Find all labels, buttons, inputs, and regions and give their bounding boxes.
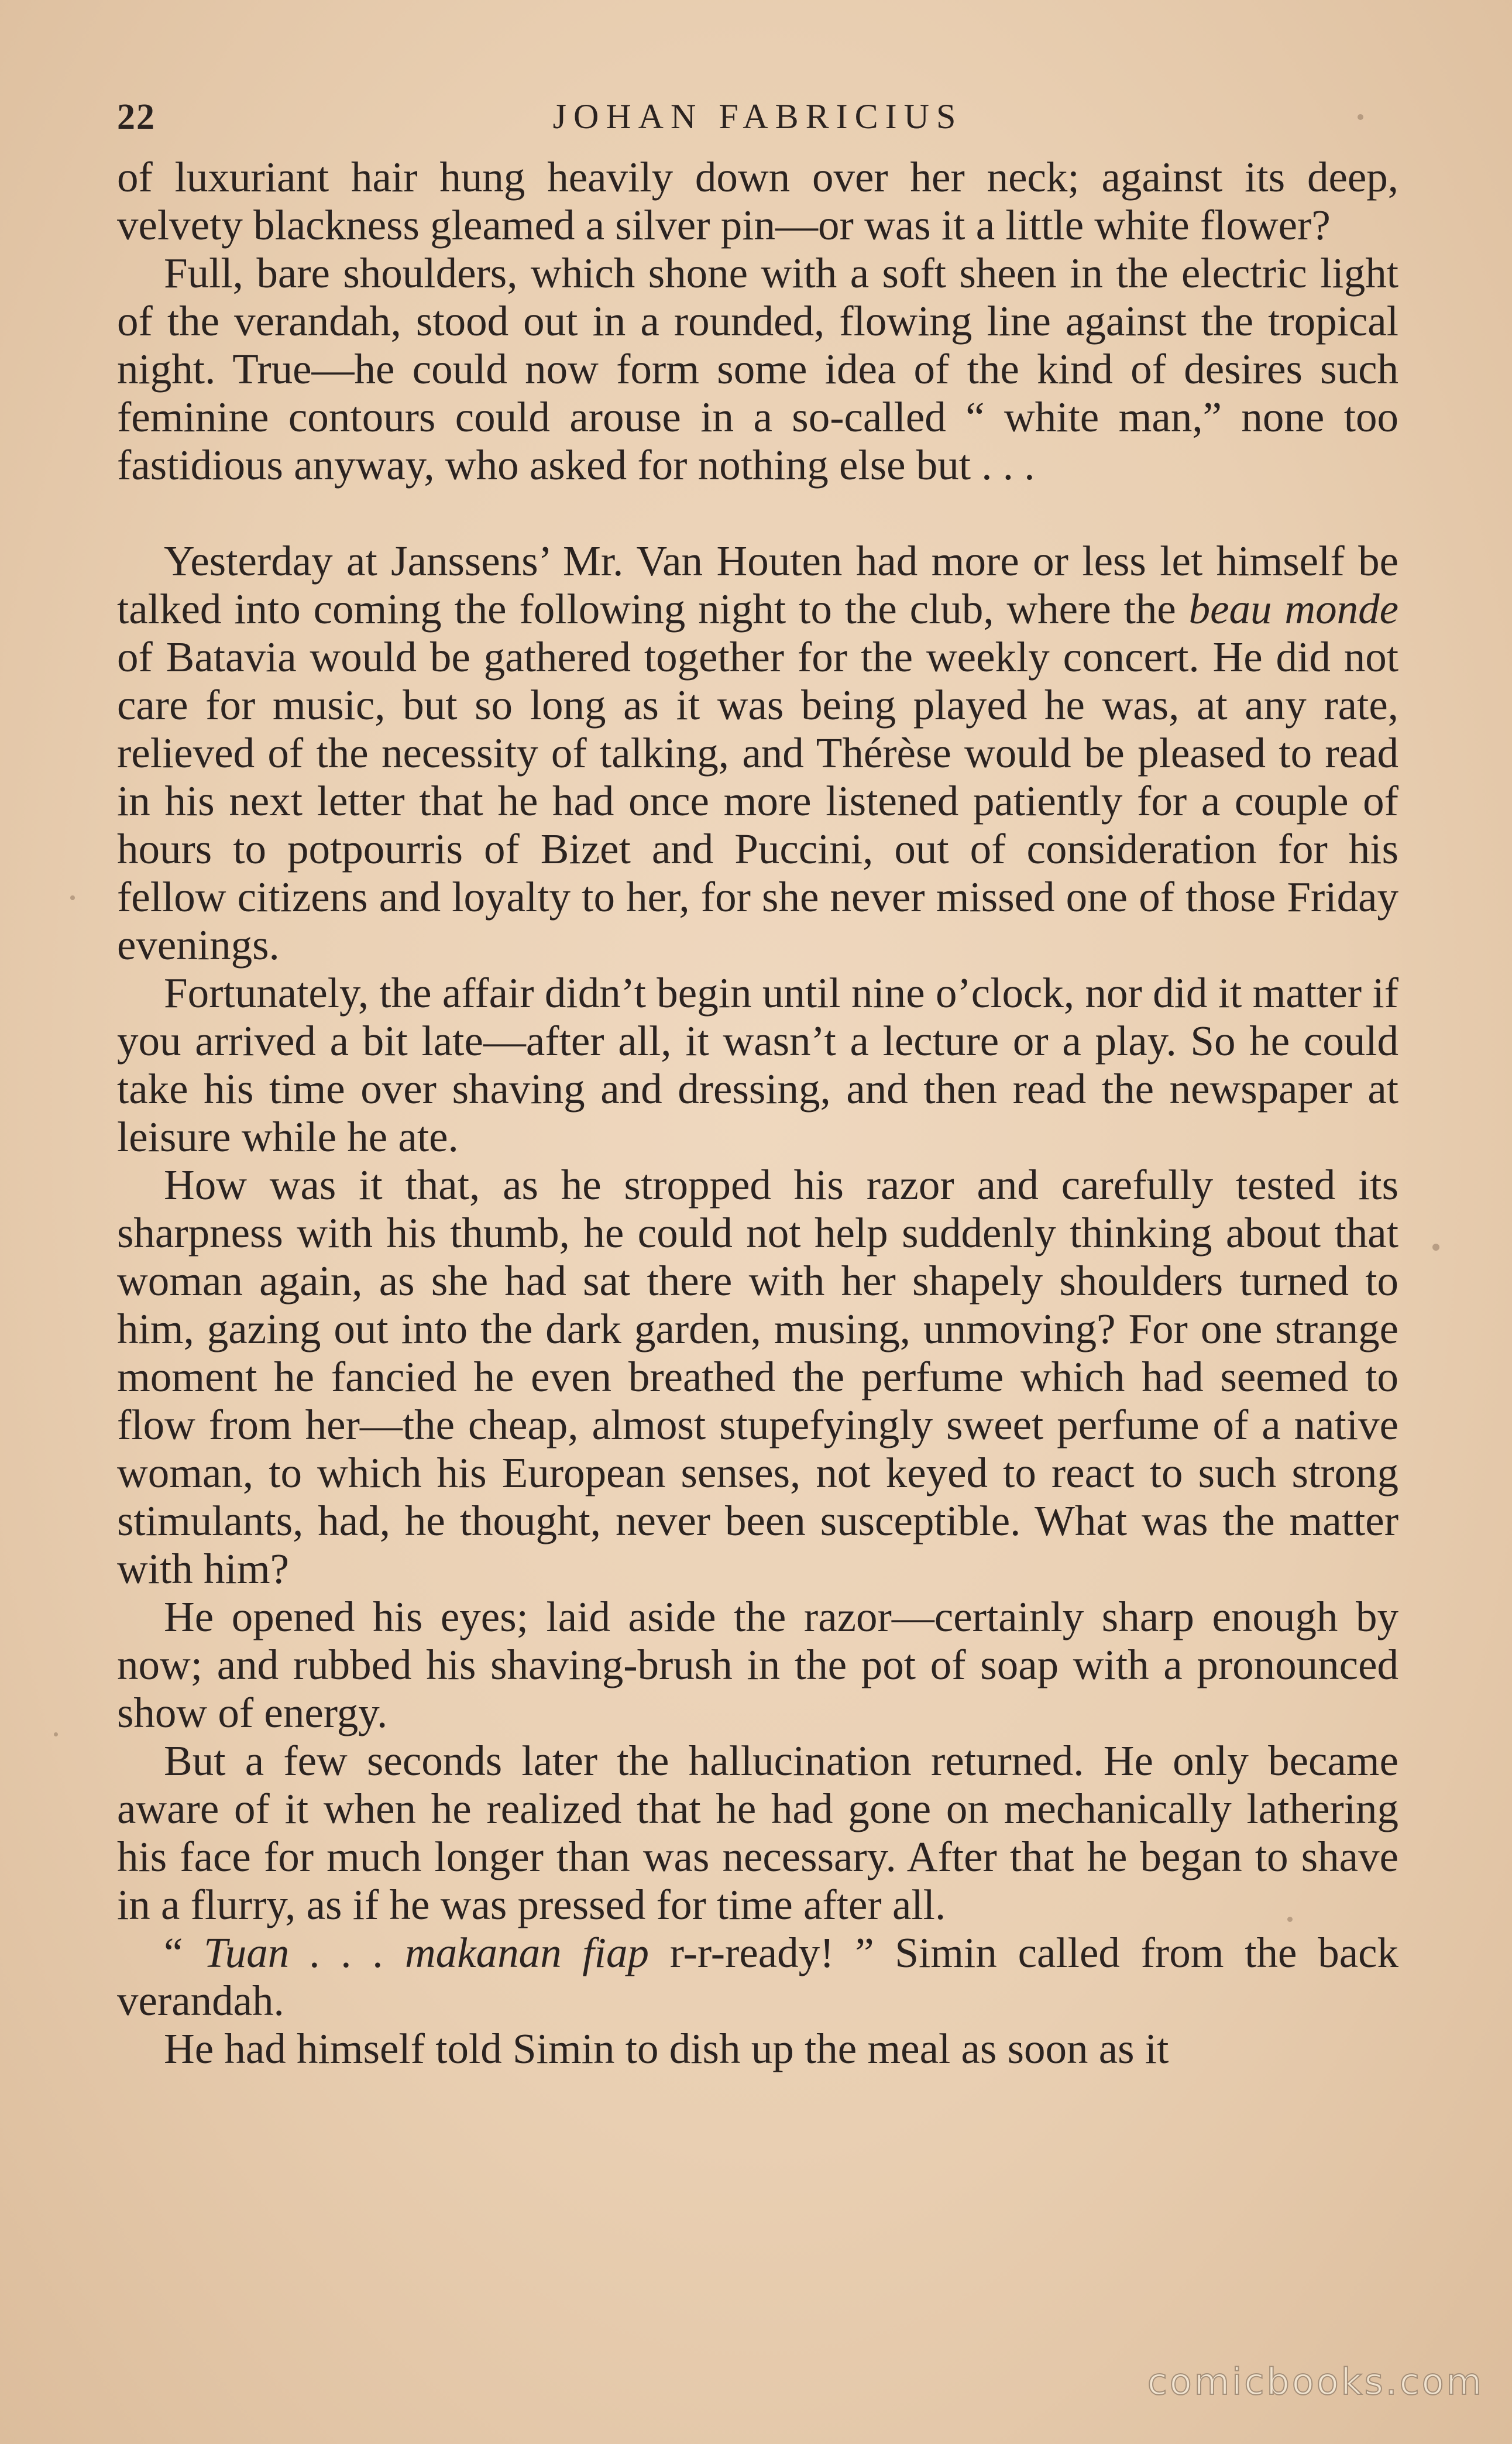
paragraph-text: of luxuriant hair hung heavily down over her neck; against its deep, velvety blackness gleamed a silver pin—or was it a little white flower? — [117, 153, 1398, 249]
paragraph-8 — [117, 1929, 1398, 2025]
page-number: 22 — [117, 97, 156, 137]
paragraph-9 — [117, 2025, 1398, 2073]
paragraph-1 — [117, 153, 1398, 249]
paragraph-text: Yesterday at Janssens’ Mr. Van Houten had more or less let himself be talked into coming the following night to the club, where the — [117, 537, 1398, 633]
paragraph-text: How was it that, as he stropped his razor and carefully tested its sharpness with his thumb, he could not help suddenly thinking about that woman again, as she had sat there with her shapely shoulders turned to him, gazing out into the dark garden, musing, unmoving? For one strange moment he fancied he even breathed the perfume which had seemed to flow from her—the cheap, almost stupefyingly sweet perfume of a native woman, to which his European senses, not keyed to react to such strong stimulants, had, he thought, never been susceptible. What was the matter with him? — [117, 1161, 1398, 1592]
paragraph-2 — [117, 249, 1398, 489]
paragraph-text: Full, bare shoulders, which shone with a soft sheen in the electric light of the verandah, stood out in a rounded, flowing line against the tropical night. True—he could now form some idea of the kind of desires such feminine contours could arouse in a so-called “ white man,” none too fastidious anyway, who asked for nothing else but . . . — [117, 249, 1398, 489]
italic-phrase: beau monde — [1188, 585, 1398, 633]
paper-speck — [70, 895, 75, 900]
paragraph-text: of Batavia would be gathered together for the weekly concert. He did not care for music, but so long as it was being played he was, at any rate, relieved of the necessity of talking, and Thérèse would be pleased to read in his next letter that he had once more listened patiently for a couple of hours to potpourris of Bizet and Puccini, out of consideration for his fellow citizens and loyalty to her, for she never missed one of those Friday evenings. — [117, 633, 1398, 969]
paragraph-text: Fortunately, the affair didn’t begin until nine o’clock, nor did it matter if you arrived a bit late—after all, it wasn’t a lecture or a play. So he could take his time over shaving and dressing, and then read the newspaper at leisure while he ate. — [117, 969, 1398, 1161]
paragraph-text: But a few seconds later the hallucination returned. He only became aware of it when he realized that he had gone on mechanically lathering his face for much longer than was necessary. After that he began to shave in a flurry, as if he was pressed for time after all. — [117, 1737, 1398, 1928]
body-text — [117, 153, 1398, 2073]
paragraph-3 — [117, 537, 1398, 969]
paragraph-7 — [117, 1737, 1398, 1929]
watermark-logo: comicbooks.com — [1147, 2360, 1484, 2403]
paper-speck — [1432, 1244, 1439, 1251]
paragraph-6 — [117, 1593, 1398, 1737]
paragraph-text: r-r-ready! ” Simin called from the back verandah. — [117, 1929, 1399, 2024]
paper-speck — [1287, 1917, 1293, 1922]
paragraph-5 — [117, 1161, 1398, 1593]
paper-speck — [54, 1732, 58, 1736]
paper-speck — [1358, 114, 1363, 120]
italic-phrase: Tuan . . . makanan fiap — [204, 1929, 649, 1976]
paragraph-text: He opened his eyes; laid aside the razor—certainly sharp enough by now; and rubbed his shaving-brush in the pot of soap with a pronounced show of energy. — [117, 1593, 1398, 1736]
paragraph-text: He had himself told Simin to dish up the meal as soon as it — [164, 2025, 1169, 2072]
page-header — [117, 97, 1398, 149]
running-head: JOHAN FABRICIUS — [552, 97, 963, 136]
paragraph-text: “ — [164, 1929, 204, 1976]
paragraph-4 — [117, 969, 1398, 1161]
